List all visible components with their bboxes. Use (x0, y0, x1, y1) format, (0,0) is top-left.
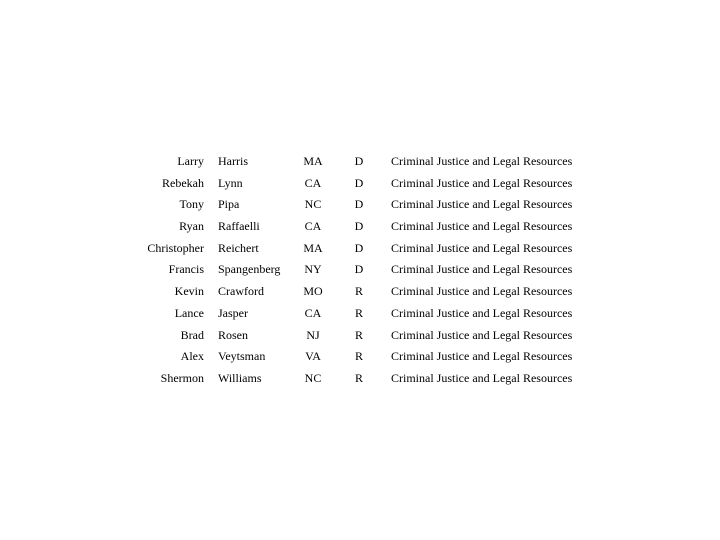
party-cell: R (354, 327, 363, 342)
last-name-cell: Crawford (218, 284, 264, 299)
party-cell: R (354, 349, 363, 364)
table-row (0, 368, 720, 390)
committee-cell: Criminal Justice and Legal Resources (391, 219, 573, 234)
party-cell: R (354, 305, 363, 320)
committee-cell: Criminal Justice and Legal Resources (391, 305, 573, 320)
table-row (0, 238, 720, 260)
committee-cell: Criminal Justice and Legal Resources (391, 262, 573, 277)
first-name-cell: Christopher (147, 240, 204, 255)
state-cell: NJ (306, 327, 320, 342)
table-row (0, 303, 720, 325)
committee-cell: Criminal Justice and Legal Resources (391, 349, 573, 364)
last-name-cell: Veytsman (218, 349, 266, 364)
state-cell: MO (303, 284, 323, 299)
table-row (0, 259, 720, 281)
last-name-cell: Pipa (218, 197, 240, 212)
party-cell: D (354, 262, 364, 277)
state-cell: VA (305, 349, 321, 364)
state-cell: CA (304, 305, 322, 320)
last-name-cell: Rosen (218, 327, 248, 342)
roster-table (0, 151, 720, 390)
last-name-cell: Jasper (218, 305, 248, 320)
first-name-cell: Larry (177, 154, 204, 168)
committee-cell: Criminal Justice and Legal Resources (391, 327, 573, 342)
state-cell: MA (303, 240, 323, 255)
last-name-cell: Lynn (218, 175, 243, 190)
table-row (0, 325, 720, 347)
state-cell: CA (304, 219, 322, 234)
table-row (0, 173, 720, 195)
first-name-cell: Ryan (179, 219, 204, 234)
last-name-cell: Raffaelli (218, 219, 260, 234)
table-row (0, 281, 720, 303)
party-cell: R (354, 284, 363, 299)
first-name-cell: Kevin (174, 284, 204, 299)
first-name-cell: Shermon (160, 370, 204, 385)
first-name-cell: Rebekah (162, 175, 204, 190)
last-name-cell: Reichert (218, 240, 259, 255)
table-row (0, 194, 720, 216)
committee-cell: Criminal Justice and Legal Resources (391, 370, 573, 385)
table-row (0, 151, 720, 173)
committee-cell: Criminal Justice and Legal Resources (391, 175, 573, 190)
last-name-cell: Spangenberg (218, 262, 281, 277)
party-cell: R (354, 370, 363, 385)
party-cell: D (354, 219, 364, 234)
state-cell: MA (303, 154, 323, 168)
committee-cell: Criminal Justice and Legal Resources (391, 197, 573, 212)
committee-cell: Criminal Justice and Legal Resources (391, 154, 573, 168)
first-name-cell: Lance (174, 305, 204, 320)
state-cell: NC (304, 197, 322, 212)
first-name-cell: Alex (180, 349, 204, 364)
party-cell: D (354, 154, 364, 168)
state-cell: NY (304, 262, 322, 277)
table-row (0, 346, 720, 368)
last-name-cell: Williams (218, 370, 262, 385)
state-cell: CA (304, 175, 322, 190)
party-cell: D (354, 175, 364, 190)
state-cell: NC (304, 370, 322, 385)
party-cell: D (354, 240, 364, 255)
first-name-cell: Tony (179, 197, 204, 212)
first-name-cell: Francis (168, 262, 204, 277)
last-name-cell: Harris (218, 154, 248, 168)
committee-cell: Criminal Justice and Legal Resources (391, 240, 573, 255)
first-name-cell: Brad (180, 327, 204, 342)
party-cell: D (354, 197, 364, 212)
table-row (0, 216, 720, 238)
committee-cell: Criminal Justice and Legal Resources (391, 284, 573, 299)
